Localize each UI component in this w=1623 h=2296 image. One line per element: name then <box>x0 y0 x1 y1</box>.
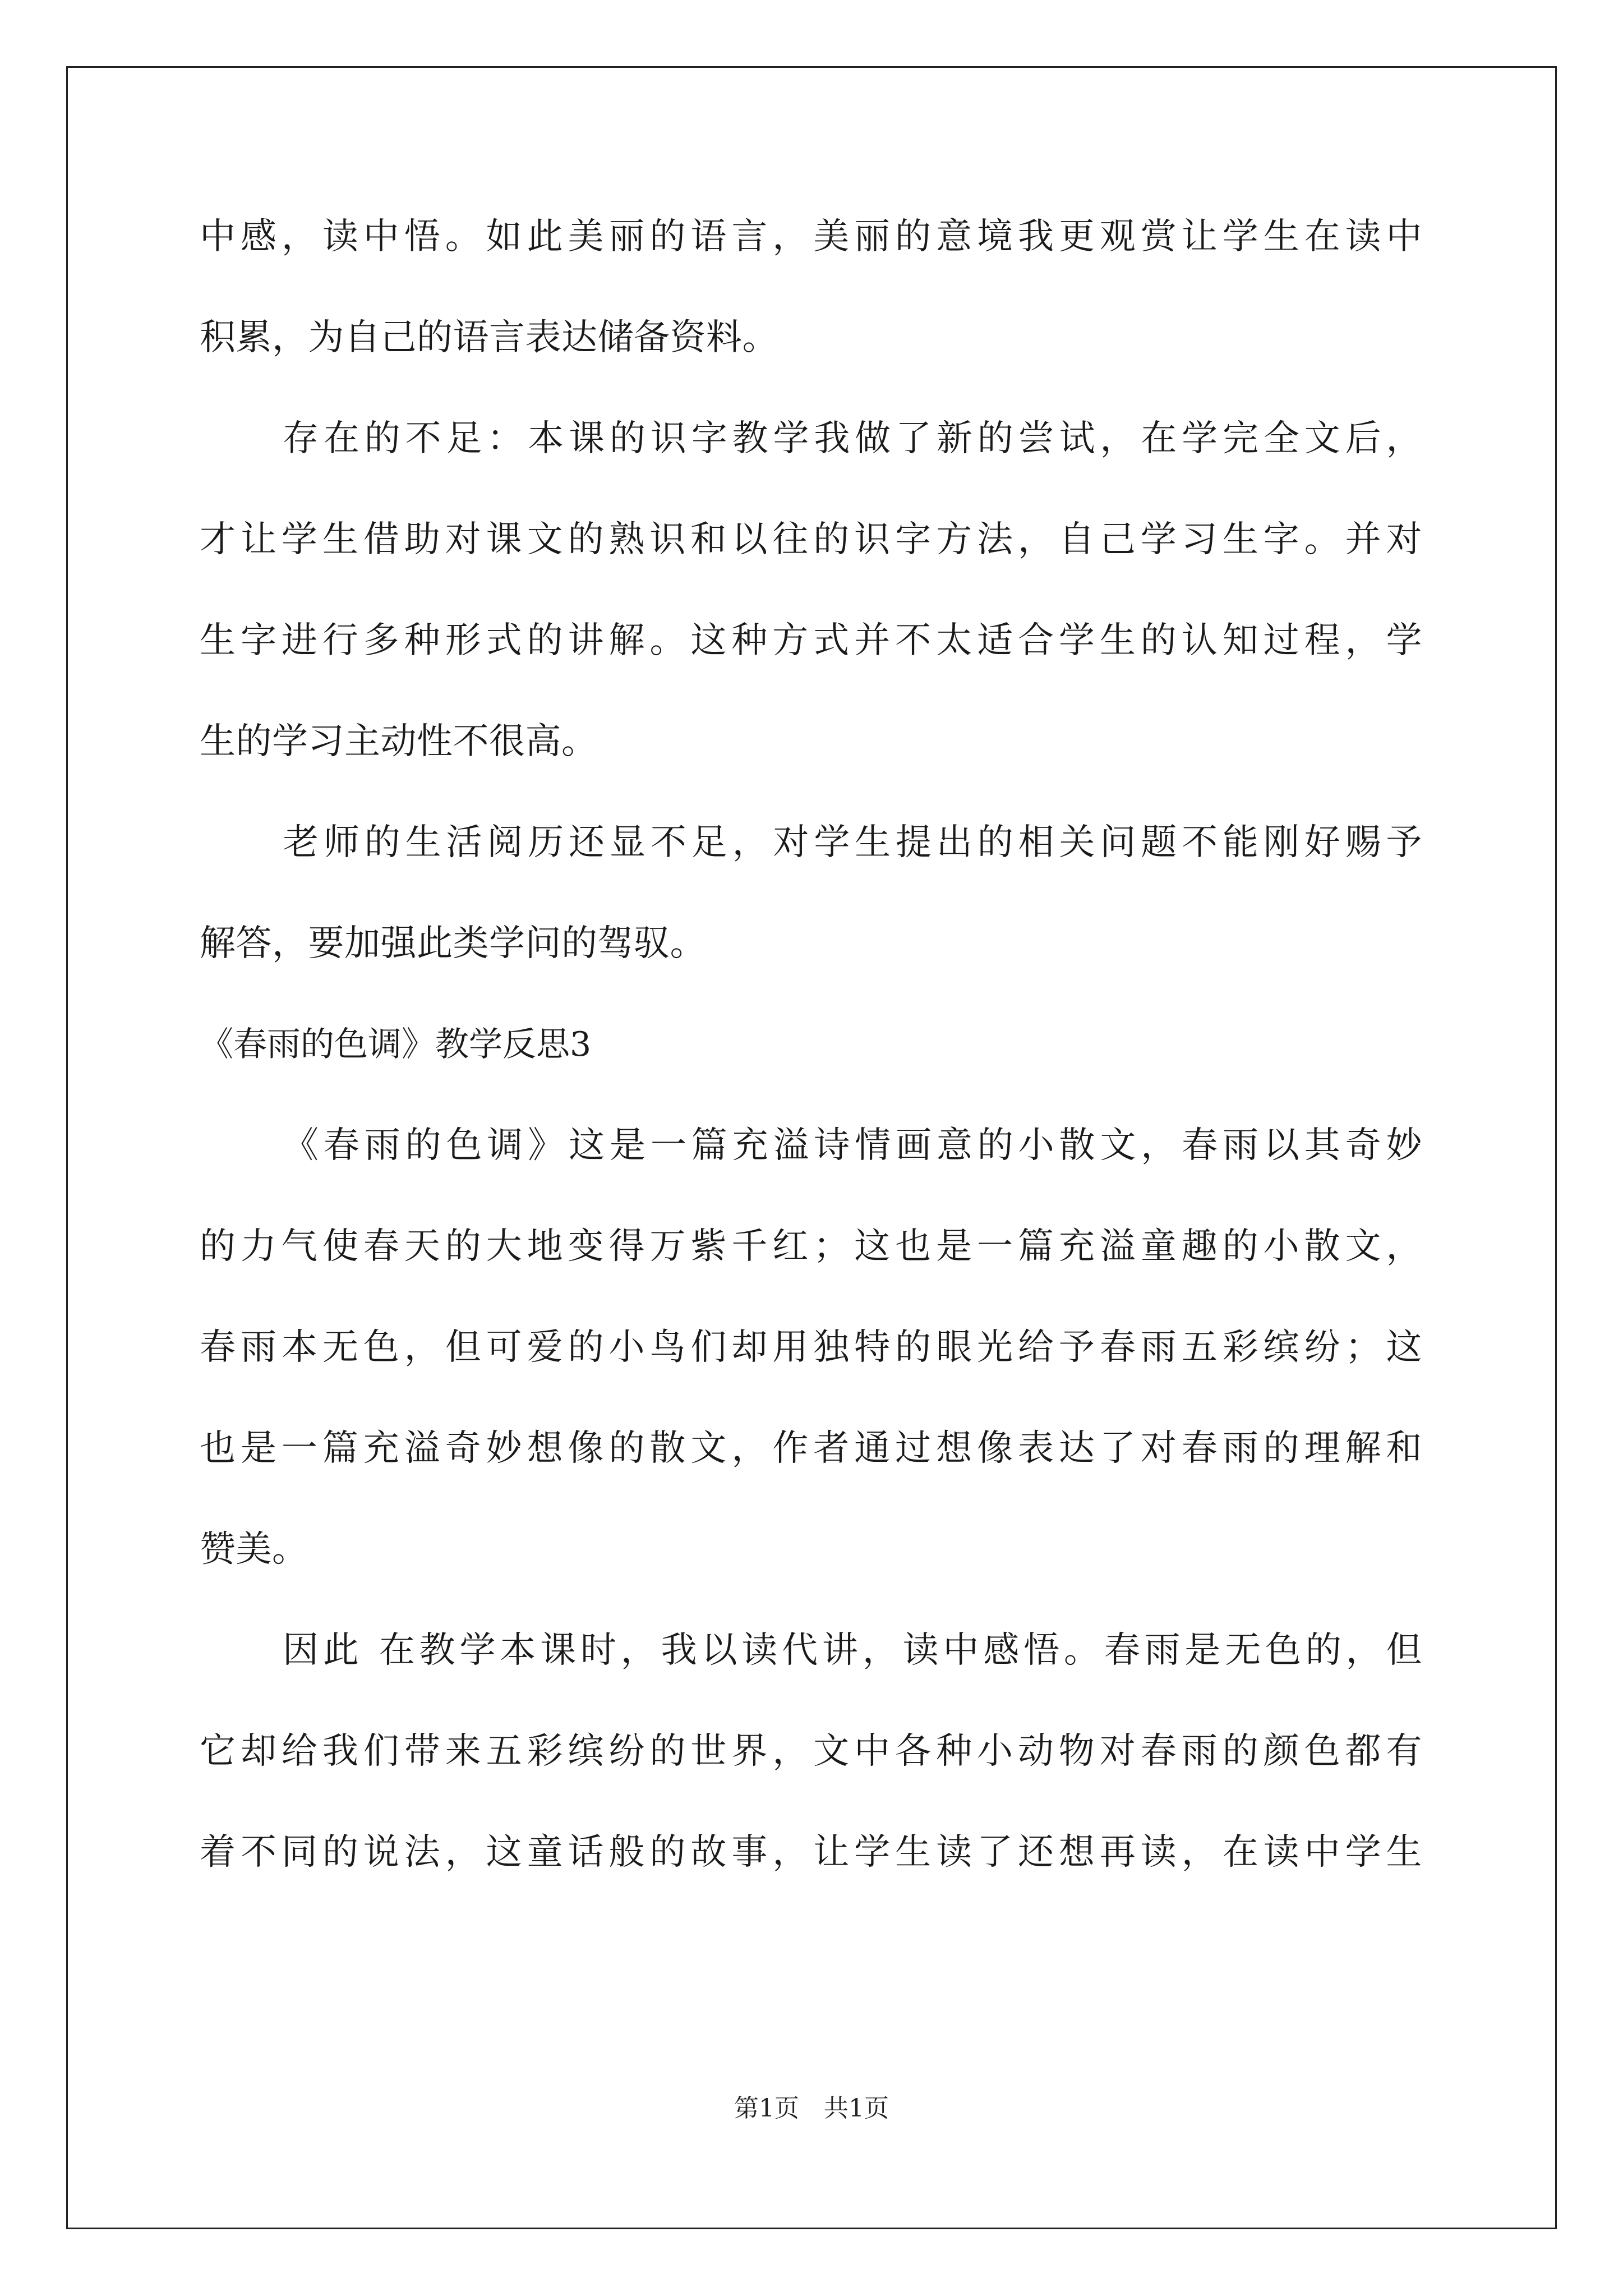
paragraph-line: 老师的生活阅历还显不足，对学生提出的相关问题不能刚好赐予 <box>283 822 1422 863</box>
page-total: 共1页 <box>824 2094 889 2123</box>
paragraph-line: 因此 在教学本课时，我以读代讲，读中感悟。春雨是无色的，但 <box>283 1630 1422 1671</box>
paragraph-line: 也是一篇充溢奇妙想像的散文，作者通过想像表达了对春雨的理解和 <box>200 1428 1422 1469</box>
page-footer <box>0 2095 1623 2122</box>
paragraph-line: 存在的不足：本课的识字教学我做了新的尝试，在学完全文后， <box>283 418 1422 459</box>
paragraph-line: 它却给我们带来五彩缤纷的世界，文中各种小动物对春雨的颜色都有 <box>200 1731 1422 1772</box>
paragraph-line: 着不同的说法，这童话般的故事，让学生读了还想再读，在读中学生 <box>200 1832 1422 1873</box>
page-number: 第1页 <box>734 2094 799 2123</box>
document-body <box>200 216 1422 1935</box>
paragraph-line: 生的学习主动性不很高。 <box>200 721 598 762</box>
paragraph-line: 生字进行多种形式的讲解。这种方式并不太适合学生的认知过程，学 <box>200 620 1422 661</box>
paragraph-line: 才让学生借助对课文的熟识和以往的识字方法，自己学习生字。并对 <box>200 519 1422 560</box>
paragraph-line: 春雨本无色，但可爱的小鸟们却用独特的眼光给予春雨五彩缤纷；这 <box>200 1327 1422 1368</box>
section-heading: 《春雨的色调》教学反思3 <box>200 1025 592 1064</box>
paragraph-line: 中感，读中悟。如此美丽的语言，美丽的意境我更观赏让学生在读中 <box>200 216 1422 257</box>
paragraph-line: 积累，为自己的语言表达储备资料。 <box>200 317 778 358</box>
paragraph-line: 解答，要加强此类学问的驾驭。 <box>200 923 706 964</box>
paragraph-line: 赞美。 <box>200 1529 308 1570</box>
paragraph-line: 《春雨的色调》这是一篇充溢诗情画意的小散文，春雨以其奇妙 <box>283 1125 1422 1166</box>
paragraph-line: 的力气使春天的大地变得万紫千红；这也是一篇充溢童趣的小散文， <box>200 1226 1422 1267</box>
